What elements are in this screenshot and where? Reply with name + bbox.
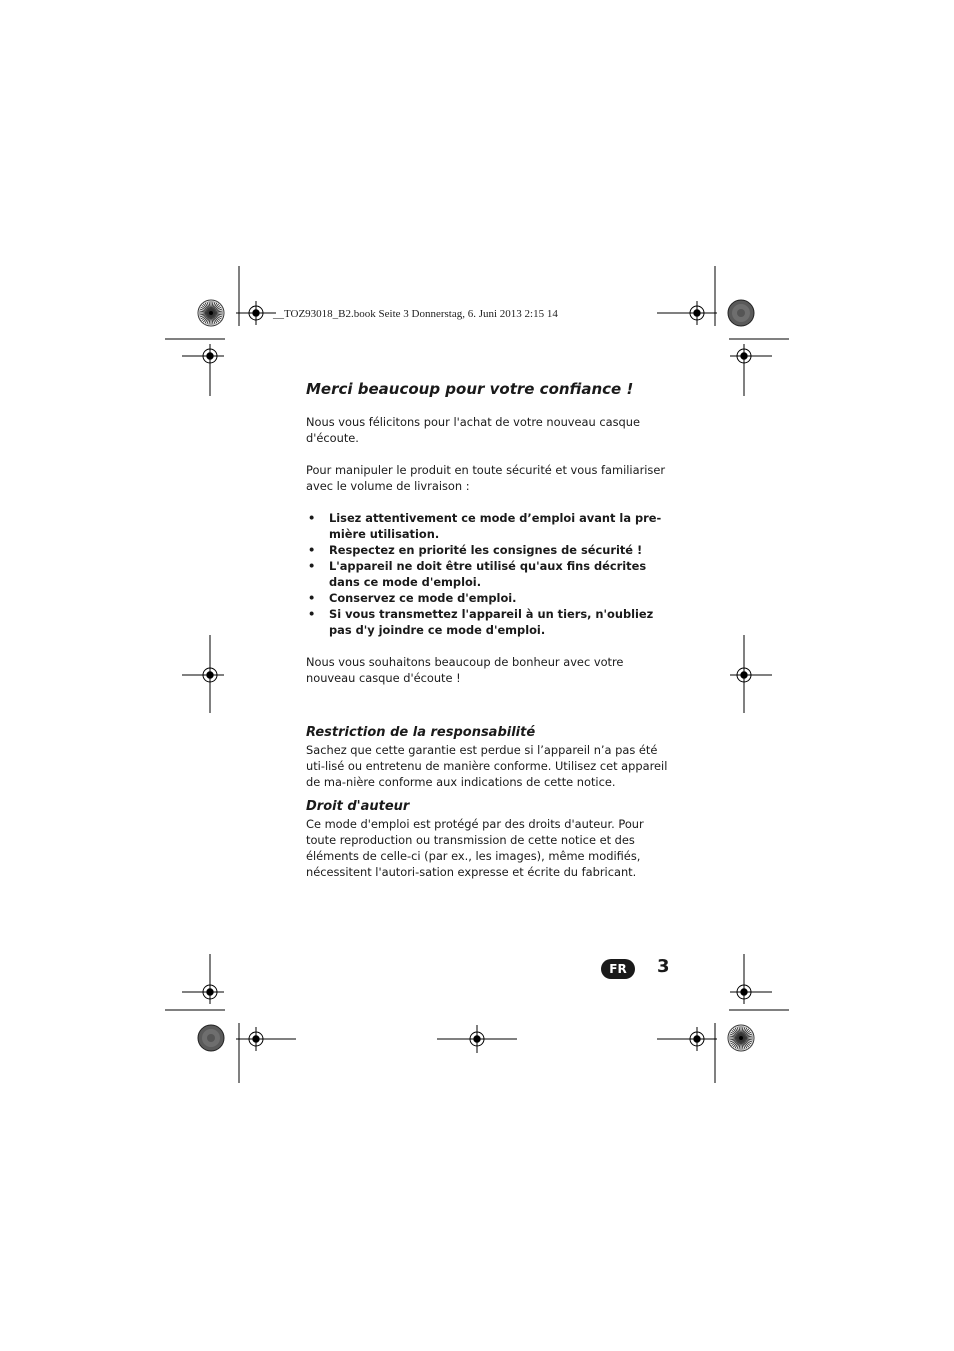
list-item: • Si vous transmettez l'appareil à un tiers, n'oubliez pas d'y joindre ce mode d'emploi. xyxy=(306,606,674,638)
list-item: • L'appareil ne doit être utilisé qu'aux fins décrites dans ce mode d'emploi. xyxy=(306,558,674,590)
page-number: 3 xyxy=(657,956,670,977)
handling-paragraph: Pour manipuler le produit en toute sécurité et vous familiariser avec le volume de livraison : xyxy=(306,463,666,493)
language-badge: FR xyxy=(601,959,635,979)
liability-paragraph: Sachez que cette garantie est perdue si l’appareil n’a pas été uti-lisé ou entretenu de manière conforme. Utilisez cet appareil de ma-nière conforme aux indications de cette notice. xyxy=(306,743,668,789)
copyright-heading: Droit d'auteur xyxy=(306,799,410,814)
instruction-list xyxy=(306,510,674,638)
closing-paragraph: Nous vous souhaitons beaucoup de bonheur avec votre nouveau casque d'écoute ! xyxy=(306,655,624,685)
list-item: • Respectez en priorité les consignes de sécurité ! xyxy=(306,542,674,558)
copyright-paragraph: Ce mode d'emploi est protégé par des droits d'auteur. Pour toute reproduction ou transmission de cette notice et des éléments de celle-ci (par ex., les images), même modifiés, nécessitent l'autori-sation expresse et écrite du fabricant. xyxy=(306,817,644,879)
list-item: • Conservez ce mode d'emploi. xyxy=(306,590,674,606)
page-content xyxy=(306,378,674,880)
list-item: • Lisez attentivement ce mode d’emploi avant la pre-mière utilisation. xyxy=(306,510,674,542)
print-slug: __TOZ93018_B2.book Seite 3 Donnerstag, 6. Juni 2013 2:15 14 xyxy=(273,308,558,320)
intro-paragraph: Nous vous félicitons pour l'achat de votre nouveau casque d'écoute. xyxy=(306,415,640,445)
liability-heading: Restriction de la responsabilité xyxy=(306,725,536,740)
page-title: Merci beaucoup pour votre confiance ! xyxy=(306,380,634,398)
